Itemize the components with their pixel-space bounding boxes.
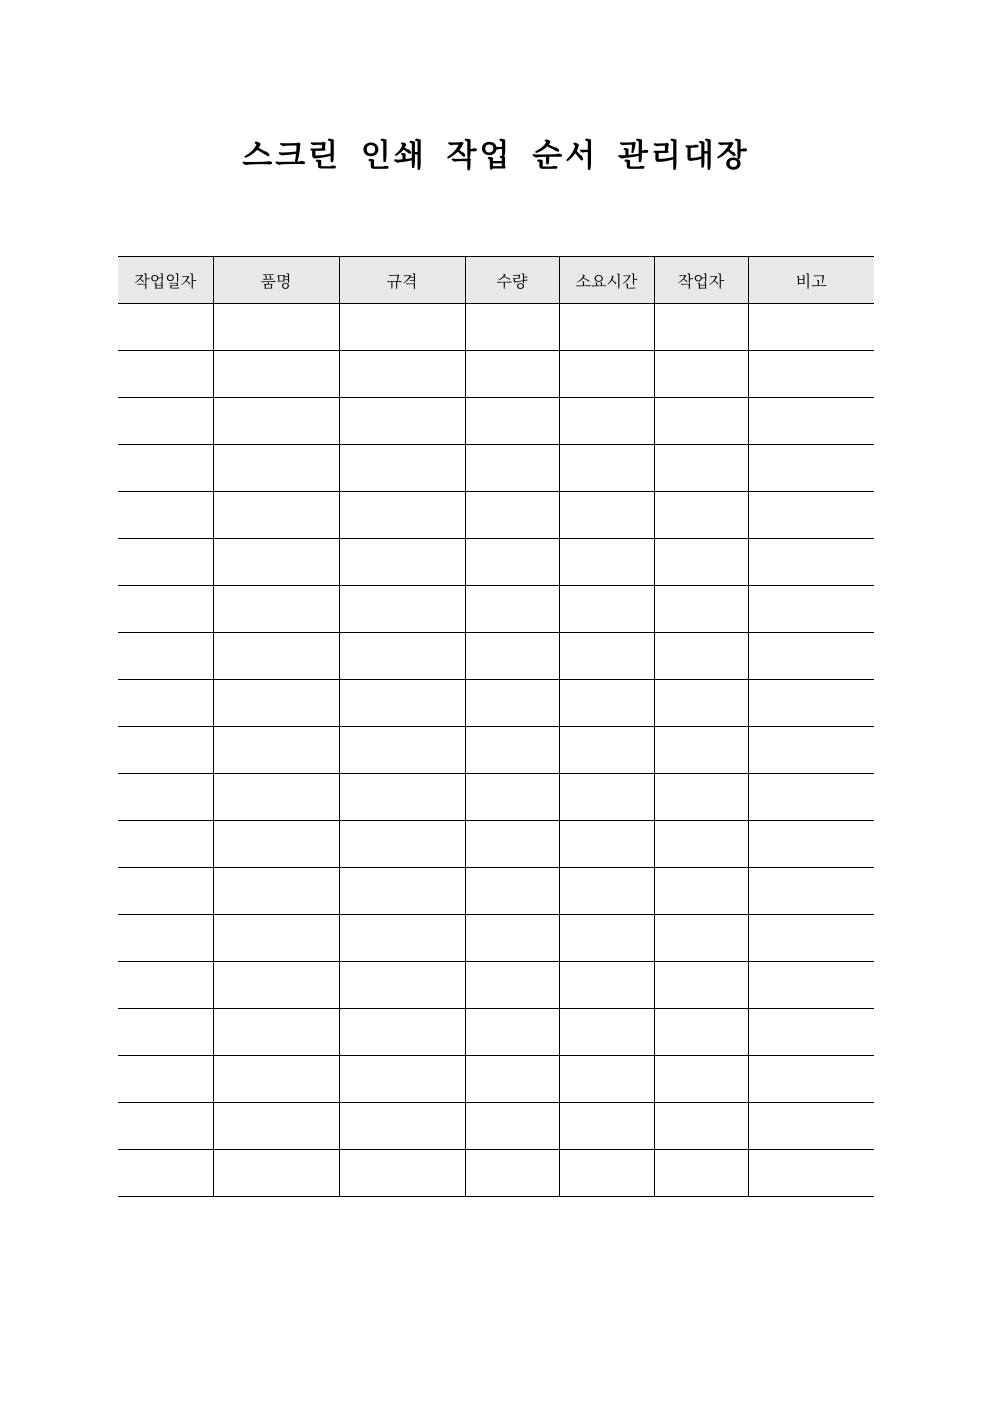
table-cell-spec[interactable] xyxy=(339,1103,465,1150)
table-cell-duration[interactable] xyxy=(559,1150,654,1197)
table-cell-quantity[interactable] xyxy=(465,727,559,774)
table-cell-item[interactable] xyxy=(213,915,339,962)
table-cell-date[interactable] xyxy=(118,304,213,351)
table-cell-spec[interactable] xyxy=(339,1056,465,1103)
table-cell-item[interactable] xyxy=(213,633,339,680)
table-cell-spec[interactable] xyxy=(339,539,465,586)
table-cell-worker[interactable] xyxy=(654,398,748,445)
table-row xyxy=(118,1103,874,1150)
table-cell-date[interactable] xyxy=(118,774,213,821)
table-cell-remarks[interactable] xyxy=(748,1150,874,1197)
table-cell-item[interactable] xyxy=(213,445,339,492)
table-cell-remarks[interactable] xyxy=(748,1056,874,1103)
table-cell-quantity[interactable] xyxy=(465,633,559,680)
table-cell-spec[interactable] xyxy=(339,351,465,398)
table-cell-duration[interactable] xyxy=(559,539,654,586)
table-cell-spec[interactable] xyxy=(339,774,465,821)
table-cell-duration[interactable] xyxy=(559,398,654,445)
table-row xyxy=(118,727,874,774)
table-cell-worker[interactable] xyxy=(654,868,748,915)
table-cell-quantity[interactable] xyxy=(465,492,559,539)
table-cell-quantity[interactable] xyxy=(465,962,559,1009)
table-cell-spec[interactable] xyxy=(339,304,465,351)
table-cell-remarks[interactable] xyxy=(748,962,874,1009)
table-cell-remarks[interactable] xyxy=(748,680,874,727)
table-row xyxy=(118,351,874,398)
table-cell-item[interactable] xyxy=(213,351,339,398)
table-cell-duration[interactable] xyxy=(559,1056,654,1103)
table-cell-quantity[interactable] xyxy=(465,774,559,821)
table-cell-spec[interactable] xyxy=(339,633,465,680)
table-cell-remarks[interactable] xyxy=(748,868,874,915)
table-cell-date[interactable] xyxy=(118,1056,213,1103)
table-cell-worker[interactable] xyxy=(654,492,748,539)
table-cell-item[interactable] xyxy=(213,774,339,821)
table-row xyxy=(118,445,874,492)
table-cell-quantity[interactable] xyxy=(465,680,559,727)
table-cell-date[interactable] xyxy=(118,868,213,915)
table-cell-item[interactable] xyxy=(213,868,339,915)
table-cell-date[interactable] xyxy=(118,351,213,398)
table-row xyxy=(118,1150,874,1197)
table-cell-spec[interactable] xyxy=(339,586,465,633)
table-cell-remarks[interactable] xyxy=(748,821,874,868)
table-row xyxy=(118,915,874,962)
table-cell-quantity[interactable] xyxy=(465,868,559,915)
table-cell-remarks[interactable] xyxy=(748,774,874,821)
table-cell-quantity[interactable] xyxy=(465,398,559,445)
table-cell-worker[interactable] xyxy=(654,304,748,351)
table-row xyxy=(118,1056,874,1103)
table-cell-item[interactable] xyxy=(213,1009,339,1056)
table-cell-remarks[interactable] xyxy=(748,492,874,539)
table-row xyxy=(118,774,874,821)
table-cell-worker[interactable] xyxy=(654,1103,748,1150)
table-cell-spec[interactable] xyxy=(339,962,465,1009)
table-cell-remarks[interactable] xyxy=(748,1103,874,1150)
table-cell-date[interactable] xyxy=(118,1103,213,1150)
table-cell-worker[interactable] xyxy=(654,1009,748,1056)
table-cell-worker[interactable] xyxy=(654,1150,748,1197)
table-cell-worker[interactable] xyxy=(654,351,748,398)
table-cell-item[interactable] xyxy=(213,304,339,351)
table-cell-duration[interactable] xyxy=(559,915,654,962)
table-row xyxy=(118,1009,874,1056)
table-row xyxy=(118,304,874,351)
column-header-worker: 작업자 xyxy=(654,257,748,304)
table-cell-date[interactable] xyxy=(118,1009,213,1056)
table-cell-worker[interactable] xyxy=(654,539,748,586)
table-cell-date[interactable] xyxy=(118,492,213,539)
table-cell-remarks[interactable] xyxy=(748,445,874,492)
table-cell-worker[interactable] xyxy=(654,1056,748,1103)
table-cell-item[interactable] xyxy=(213,492,339,539)
table-row xyxy=(118,492,874,539)
table-cell-item[interactable] xyxy=(213,1103,339,1150)
table-cell-duration[interactable] xyxy=(559,868,654,915)
table-cell-quantity[interactable] xyxy=(465,539,559,586)
table-cell-worker[interactable] xyxy=(654,774,748,821)
table-row xyxy=(118,633,874,680)
table-cell-date[interactable] xyxy=(118,633,213,680)
table-cell-duration[interactable] xyxy=(559,962,654,1009)
table-cell-remarks[interactable] xyxy=(748,398,874,445)
table-row xyxy=(118,868,874,915)
table-cell-date[interactable] xyxy=(118,680,213,727)
column-header-quantity: 수량 xyxy=(465,257,559,304)
table-cell-remarks[interactable] xyxy=(748,1009,874,1056)
table-cell-duration[interactable] xyxy=(559,492,654,539)
table-cell-remarks[interactable] xyxy=(748,304,874,351)
table-cell-duration[interactable] xyxy=(559,1009,654,1056)
table-cell-worker[interactable] xyxy=(654,680,748,727)
table-cell-spec[interactable] xyxy=(339,445,465,492)
table-row xyxy=(118,680,874,727)
table-cell-worker[interactable] xyxy=(654,586,748,633)
table-cell-date[interactable] xyxy=(118,821,213,868)
table-body xyxy=(118,304,874,1197)
table-cell-spec[interactable] xyxy=(339,1009,465,1056)
table-cell-spec[interactable] xyxy=(339,680,465,727)
table-cell-worker[interactable] xyxy=(654,633,748,680)
table-cell-quantity[interactable] xyxy=(465,915,559,962)
table-cell-quantity[interactable] xyxy=(465,1056,559,1103)
table-cell-duration[interactable] xyxy=(559,586,654,633)
table-cell-item[interactable] xyxy=(213,727,339,774)
table-row xyxy=(118,821,874,868)
table-cell-duration[interactable] xyxy=(559,680,654,727)
table-cell-remarks[interactable] xyxy=(748,351,874,398)
table-cell-remarks[interactable] xyxy=(748,915,874,962)
table-cell-quantity[interactable] xyxy=(465,586,559,633)
table-cell-quantity[interactable] xyxy=(465,1103,559,1150)
table-cell-quantity[interactable] xyxy=(465,1150,559,1197)
table-cell-date[interactable] xyxy=(118,915,213,962)
table-cell-spec[interactable] xyxy=(339,1150,465,1197)
header-row xyxy=(118,257,874,304)
table-cell-item[interactable] xyxy=(213,821,339,868)
table-cell-date[interactable] xyxy=(118,539,213,586)
column-header-duration: 소요시간 xyxy=(559,257,654,304)
table-cell-remarks[interactable] xyxy=(748,586,874,633)
table-cell-spec[interactable] xyxy=(339,727,465,774)
table-cell-duration[interactable] xyxy=(559,633,654,680)
column-header-date: 작업일자 xyxy=(118,257,213,304)
column-header-spec: 규격 xyxy=(339,257,465,304)
table-cell-quantity[interactable] xyxy=(465,304,559,351)
table-cell-worker[interactable] xyxy=(654,821,748,868)
table-row xyxy=(118,539,874,586)
table-cell-date[interactable] xyxy=(118,586,213,633)
page-title: 스크린 인쇄 작업 순서 관리대장 xyxy=(242,138,750,174)
table-row xyxy=(118,398,874,445)
table-cell-spec[interactable] xyxy=(339,915,465,962)
table-cell-duration[interactable] xyxy=(559,351,654,398)
column-header-remarks: 비고 xyxy=(748,257,874,304)
table-cell-quantity[interactable] xyxy=(465,821,559,868)
table-cell-spec[interactable] xyxy=(339,398,465,445)
table-cell-remarks[interactable] xyxy=(748,727,874,774)
table-cell-item[interactable] xyxy=(213,680,339,727)
table-cell-item[interactable] xyxy=(213,1056,339,1103)
table-cell-spec[interactable] xyxy=(339,821,465,868)
column-header-item: 품명 xyxy=(213,257,339,304)
table-row xyxy=(118,586,874,633)
table-row xyxy=(118,962,874,1009)
table-cell-duration[interactable] xyxy=(559,445,654,492)
table-cell-remarks[interactable] xyxy=(748,539,874,586)
table-cell-worker[interactable] xyxy=(654,727,748,774)
table-cell-duration[interactable] xyxy=(559,1103,654,1150)
table-cell-item[interactable] xyxy=(213,539,339,586)
table-cell-duration[interactable] xyxy=(559,304,654,351)
table-cell-duration[interactable] xyxy=(559,774,654,821)
table-cell-date[interactable] xyxy=(118,445,213,492)
table-cell-duration[interactable] xyxy=(559,727,654,774)
table-cell-duration[interactable] xyxy=(559,821,654,868)
register-table xyxy=(118,256,874,1197)
table-cell-quantity[interactable] xyxy=(465,351,559,398)
table-cell-quantity[interactable] xyxy=(465,1009,559,1056)
table-cell-item[interactable] xyxy=(213,1150,339,1197)
table-cell-spec[interactable] xyxy=(339,492,465,539)
table-cell-remarks[interactable] xyxy=(748,633,874,680)
table-cell-date[interactable] xyxy=(118,962,213,1009)
table-cell-item[interactable] xyxy=(213,962,339,1009)
table-cell-date[interactable] xyxy=(118,1150,213,1197)
table-cell-date[interactable] xyxy=(118,398,213,445)
table-cell-worker[interactable] xyxy=(654,962,748,1009)
table-cell-worker[interactable] xyxy=(654,445,748,492)
table-cell-quantity[interactable] xyxy=(465,445,559,492)
table-cell-item[interactable] xyxy=(213,586,339,633)
table-cell-worker[interactable] xyxy=(654,915,748,962)
table-cell-item[interactable] xyxy=(213,398,339,445)
table-cell-date[interactable] xyxy=(118,727,213,774)
table-cell-spec[interactable] xyxy=(339,868,465,915)
